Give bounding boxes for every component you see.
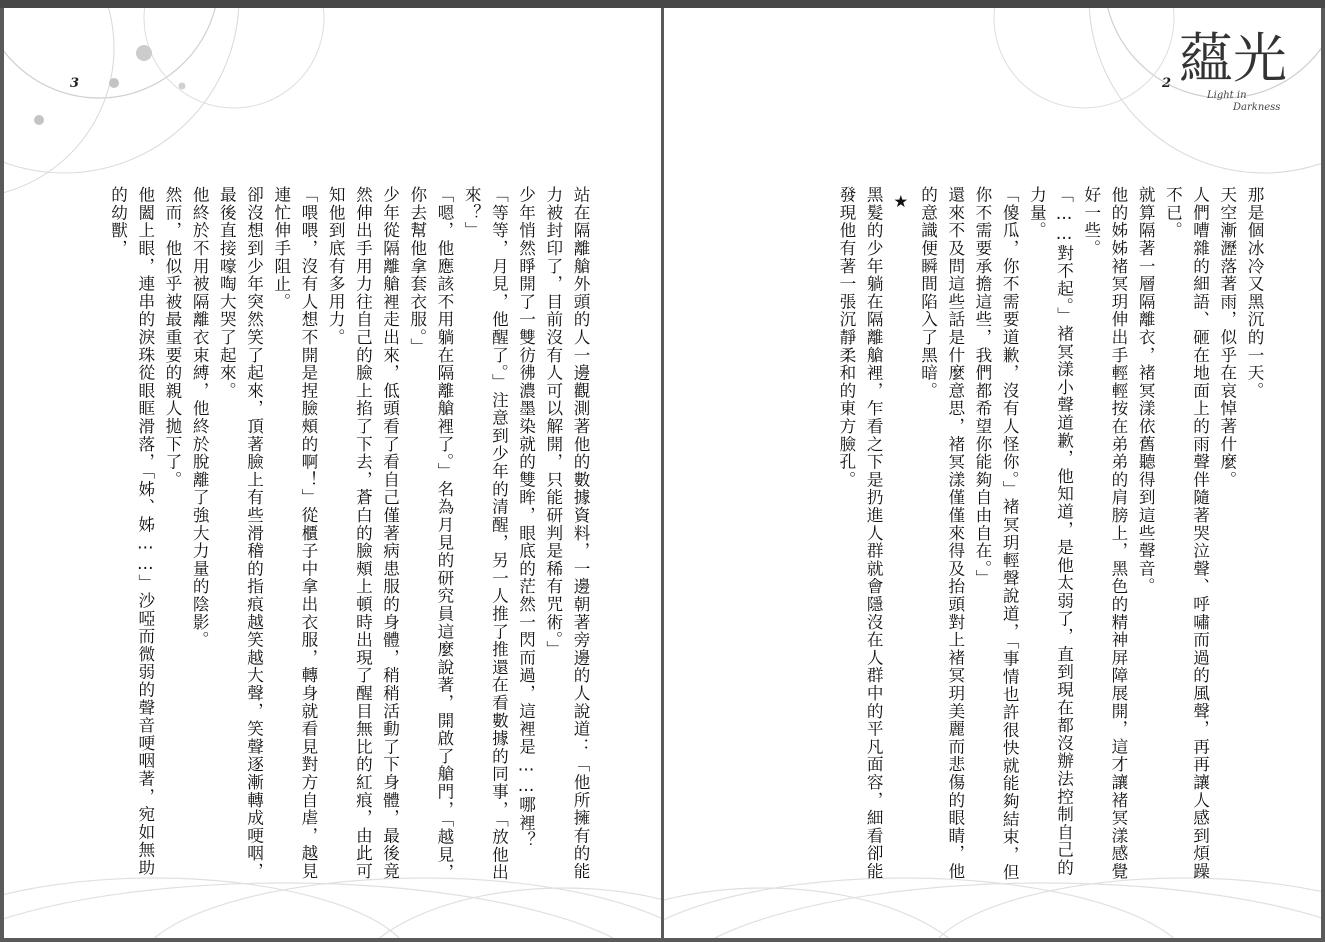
paragraph: 站在隔離艙外頭的人一邊觀測著他的數據資料，一邊朝著旁邊的人說道：「他所擁有的能力被封印了，目前沒有人可以解開，只能研判是稀有咒術。」 [543,186,590,881]
book-title-logo [1171,27,1291,130]
paragraph: 然而，他似乎被最重要的親人拋下了。 [162,186,182,489]
paragraph: 「喂喂，沒有人想不開是捏臉頰的啊！」從櫃子中拿出衣服，轉身就看見對方自虐，越見連忙伸手阻止。 [271,186,318,881]
paragraph: 卻沒想到少年突然笑了起來，頂著臉上有些滑稽的指痕越笑越大聲，笑聲逐漸轉成哽咽，最後直接嚎啕大哭了起來。 [217,186,264,881]
logo-subtitle-line1: Light in [1207,90,1247,101]
paragraph: 他的姊姊褚冥玥伸出手輕輕按在弟弟的肩膀上，黑色的精神屏障展開，這才讓褚冥漾感覺好一些。 [1081,186,1128,881]
left-page [4,8,661,938]
page-number: 3 [70,76,80,91]
paragraph: 「傻瓜，你不需要道歉，沒有人怪你。」褚冥玥輕聲說道，「事情也許很快就能夠結束，但你不需要承擔這些，我們都希望你能夠自由自在。」 [972,186,1020,882]
paragraph: 「……對不起。」褚冥漾小聲道歉，他知道，是他太弱了，直到現在都沒辦法控制自己的力量。 [1027,186,1074,877]
paragraph: 少年悄然睜開了一雙彷彿濃墨染就的雙眸，眼底的茫然一閃而過，這裡是……哪裡？ [516,186,536,850]
logo-title: 蘊光 [1179,27,1287,90]
paragraph: 天空漸瀝落著雨，似乎在哀悼著什麼。 [1217,186,1237,489]
paragraph: 他闔上眼，連串的淚珠從眼眶滑落，「姊、姊……」沙啞而微弱的聲音哽咽著，宛如無助的幼獸， [108,186,155,877]
paragraph: 那是個冰冷又黑沉的一天。 [1245,186,1264,400]
paragraph: 少年從隔離艙裡走出來，低頭看了看自己僅著病患服的身體，稍稍活動了下身體，最後竟然伸出手用力往自己的臉上掐了下去，蒼白的臉頰上頓時出現了醒目無比的紅痕，由此可知他到底有多用力。 [326,186,400,881]
body-text [756,186,1268,886]
paragraph: 黑髮的少年躺在隔離艙裡，乍看之下是扔進人群就會隱沒在人群中的平凡面容，細看卻能發現他有著一張沉靜柔和的東方臉孔。 [836,186,884,881]
paragraph: 還來不及問這些話是什麼意思，褚冥漾僅僅來得及抬頭對上褚冥玥美麗而悲傷的眼睛，他的意識便瞬間陷入了黑暗。 [918,186,965,881]
body-text [72,186,594,886]
logo-subtitle-line2: Darkness [1233,102,1281,113]
paragraph: 人們嘈雜的細語、砸在地面上的雨聲伴隨著哭泣聲、呼嘯而過的風聲，再再讓人感到煩躁不已。 [1163,186,1210,881]
right-page [664,8,1321,938]
paragraph: 「等等，月見，他醒了。」注意到少年的清醒，另一人推了推還在看數據的同事，「放他出來？」 [462,186,509,882]
viewer-top-bar [0,0,1325,8]
paragraph: 就算隔著一層隔離衣，褚冥漾依舊聽得到這些聲音。 [1136,186,1156,596]
page-number: 2 [1162,76,1172,91]
paragraph: 「嗯，他應該不用躺在隔離艙裡了。」名為月見的研究員這麼說著，開啟了艙門，「越見，你去幫他拿套衣服。」 [407,186,454,882]
paragraph: 他終於不用被隔離衣束縛，他終於脫離了強大力量的陰影。 [190,186,210,649]
scene-break-star: ★ [891,192,911,213]
